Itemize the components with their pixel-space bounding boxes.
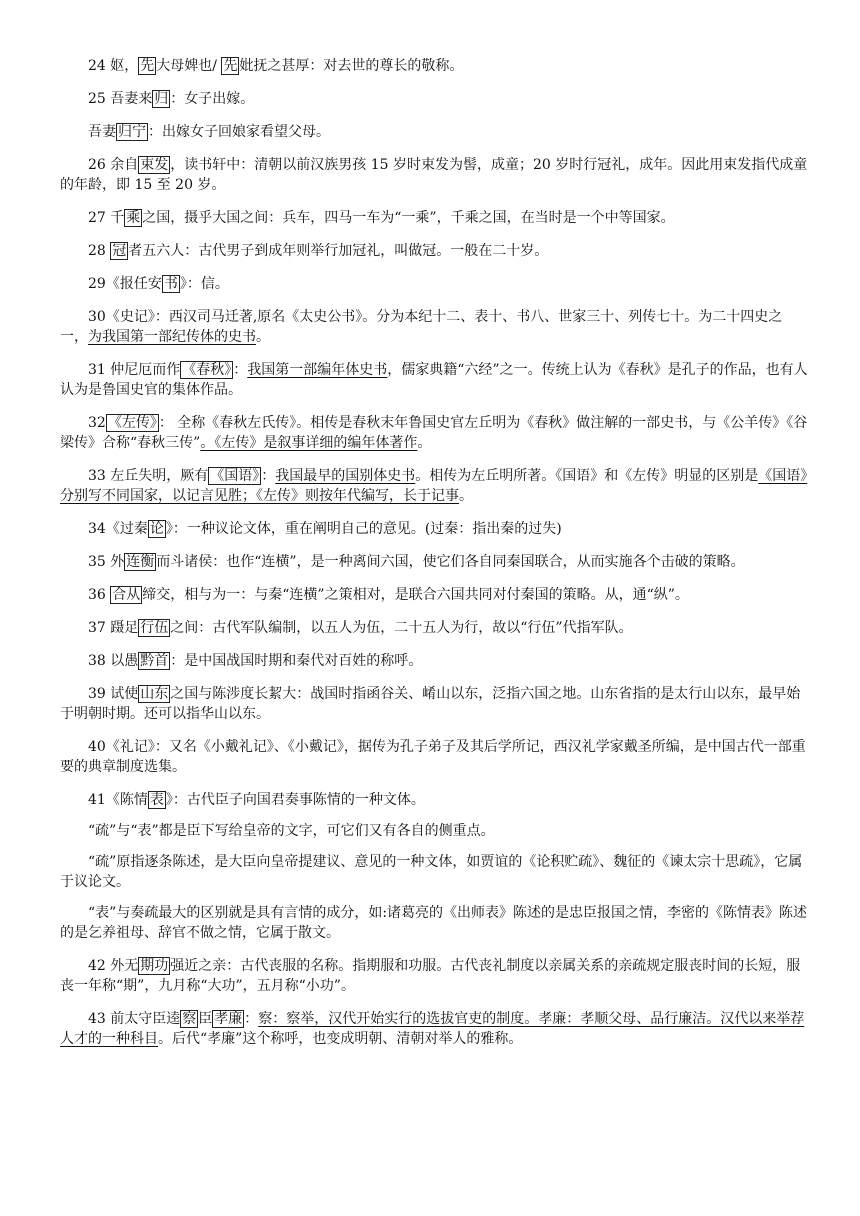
text-run: 之间：古代军队编制，以五人为伍，二十五人为行，故以“行伍”代指军队。 <box>170 620 633 636</box>
underlined-text: 我国最早的国别体史书 <box>275 468 416 484</box>
entry-25 <box>60 89 810 109</box>
text-run: 30《史记》：西汉司马迁著,原名《太史公书》。分为本纪十二、表十、书八、世家三十、列传七十。为二十四史之一， <box>60 309 783 345</box>
boxed-term: 孝廉 <box>214 1011 243 1027</box>
entry-42 <box>60 956 810 996</box>
boxed-term: 连衡 <box>126 554 155 570</box>
text-run: 41《陈情 <box>88 792 148 808</box>
text-run: 强近之亲：古代丧服的名称。指期服和功服。古代丧礼制度以亲属关系的亲疏规定服丧时间的长短，服丧一年称“期”，九月称“大功”，五月称“小功”。 <box>60 958 801 994</box>
text-run: 。 <box>256 329 270 345</box>
text-run: 25 吾妻来 <box>88 91 153 107</box>
boxed-term: 合从 <box>112 587 141 603</box>
text-run: 37 蹑足 <box>88 620 139 636</box>
boxed-term: 期功 <box>140 958 169 974</box>
text-run: 27 千 <box>88 210 125 226</box>
text-run: 31 仲尼厄而作 <box>88 362 181 378</box>
boxed-term: 书 <box>163 276 178 292</box>
boxed-term: 察 <box>182 1011 197 1027</box>
boxed-term: 黔首 <box>140 653 169 669</box>
text-run: 。 <box>459 488 473 504</box>
text-run: ：出嫁女子回娘家看望父母。 <box>148 124 330 140</box>
boxed-term: 山东 <box>140 686 169 702</box>
text-run: 缔交，相与为一：与秦“连横”之策相对，是联合六国共同对付秦国的策略。从，通“纵”。 <box>142 587 689 603</box>
boxed-term: 行伍 <box>140 620 169 636</box>
text-run: 臣 <box>198 1011 213 1027</box>
entry-24 <box>60 56 810 76</box>
boxed-term: 冠 <box>112 243 127 259</box>
entry-26 <box>60 155 810 195</box>
entry-41 <box>60 790 810 810</box>
text-run: ，儒家典籍“六经”之一。传统上认为《春秋》是孔子的作品，也有人认为是鲁国史官的集体作品。 <box>60 362 808 398</box>
entry-33 <box>60 466 810 506</box>
text-run: 33 左丘失明，厥有 <box>88 468 209 484</box>
entry-40 <box>60 737 810 777</box>
entry-41-note-2 <box>60 852 810 892</box>
text-run: 43 前太守臣逵 <box>88 1011 181 1027</box>
boxed-term: 先 <box>223 58 238 74</box>
text-run: “疏”原指逐条陈述，是大臣向皇帝提建议、意见的一种文体，如贾谊的《论积贮疏》、魏征的《谏太宗十思疏》，它属于议论文。 <box>60 854 803 890</box>
entry-27 <box>60 208 810 228</box>
text-run: 34《过秦 <box>88 521 148 537</box>
entry-32 <box>60 413 810 453</box>
entry-25-sub <box>60 122 810 142</box>
text-run: 》：古代臣子向国君奏事陈情的一种文体。 <box>165 792 425 808</box>
text-run: 39 试使 <box>88 686 139 702</box>
entry-29 <box>60 274 810 294</box>
entry-41-note-1 <box>60 821 810 841</box>
text-run: ： 全称《春秋左氏传》。相传是春秋末年鲁国史官左丘明为《春秋》做注解的一部史书，与《公羊传》《谷梁传》合称“春秋三传” <box>60 415 808 451</box>
text-run: ，读书轩中：清朝以前汉族男孩 15 岁时束发为髻，成童；20 岁时行冠礼，成年。因此用束发指代成童的年龄，即 15 至 20 岁。 <box>60 157 808 193</box>
document-page <box>60 56 810 1049</box>
underlined-text: 为我国第一部纪传体的史书 <box>88 329 256 345</box>
text-run: 》：一种议论文体，重在阐明自己的意见。(过秦：指出秦的过失) <box>165 521 562 537</box>
text-run: 42 外无 <box>88 958 139 974</box>
text-run: 36 <box>88 587 111 603</box>
text-run: 29《报任安 <box>88 276 162 292</box>
text-run: 26 余自 <box>88 157 139 173</box>
text-run: 28 <box>88 243 111 259</box>
boxed-term: 归 <box>154 91 169 107</box>
text-run: ：是中国战国时期和秦代对百姓的称呼。 <box>170 653 423 669</box>
text-run: 。后代“孝廉”这个称呼，也变成明朝、清朝对举人的雅称。 <box>158 1031 523 1047</box>
text-run: 》：信。 <box>179 276 229 292</box>
boxed-term: 《左传》 <box>107 415 157 431</box>
text-run: ： <box>261 468 276 484</box>
entry-34 <box>60 519 810 539</box>
entry-35 <box>60 552 810 572</box>
text-run: “疏”与“表”都是臣下写给皇帝的文字，可它们又有各自的侧重点。 <box>88 823 495 839</box>
text-run: 吾妻 <box>88 124 116 140</box>
underlined-text: 。《左传》是叙事详细的编年体著作 <box>200 435 418 451</box>
text-run: “表”与奏疏最大的区别就是具有言情的成分，如:诸葛亮的《出师表》陈述的是忠臣报国之情，李密的《陈情表》陈述的是乞养祖母、辞官不做之情，它属于散文。 <box>60 905 808 941</box>
boxed-term: 《国语》 <box>210 468 260 484</box>
boxed-term: 乘 <box>126 210 141 226</box>
text-run: 40《礼记》：又名《小戴礼记》、《小戴记》，据传为孔子弟子及其后学所记，西汉礼学家戴圣所编，是中国古代一部重要的典章制度选集。 <box>60 739 806 775</box>
text-run: 38 以愚 <box>88 653 139 669</box>
underlined-text: 察：察举，汉代开始实行的选拔官吏的制度。孝廉：孝顺父母、品行廉洁。汉代以来举荐人才的一种科目 <box>60 1011 805 1047</box>
boxed-term: 《春秋》 <box>182 362 232 378</box>
entry-39 <box>60 684 810 724</box>
text-run: 而斗诸侯：也作“连横”，是一种离间六国，使它们各自同秦国联合，从而实施各个击破的策略。 <box>156 554 745 570</box>
underlined-text: 我国第一部编年体史书 <box>247 362 388 378</box>
text-run: 35 外 <box>88 554 125 570</box>
text-run: 之国与陈涉度长絜大：战国时指函谷关、崤山以东，泛指六国之地。山东省指的是太行山以东，最早始于明朝时期。还可以指华山以东。 <box>60 686 801 722</box>
entry-28 <box>60 241 810 261</box>
entry-38 <box>60 651 810 671</box>
text-run: 妣抚之甚厚：对去世的尊长的敬称。 <box>239 58 464 74</box>
text-run: 之国，摄乎大国之间：兵车，四马一车为“一乘”，千乘之国，在当时是一个中等国家。 <box>142 210 675 226</box>
text-run: ：女子出嫁。 <box>170 91 255 107</box>
boxed-term: 表 <box>149 792 164 808</box>
text-run: ： <box>233 362 248 378</box>
boxed-term: 先 <box>140 58 155 74</box>
text-run: ： <box>244 1011 259 1027</box>
underlined-text: 《国语》分别写不同国家，以记言见胜；《左传》则按年代编写，长于记事 <box>60 468 808 504</box>
entry-43 <box>60 1009 810 1049</box>
text-run: 。 <box>417 435 432 451</box>
text-run: 。相传为左丘明所著。《国语》和《左传》明显的区别是 <box>415 468 759 484</box>
entry-31 <box>60 360 810 400</box>
boxed-term: 束发 <box>140 157 169 173</box>
boxed-term: 归宁 <box>118 124 146 140</box>
boxed-term: 论 <box>149 521 164 537</box>
entry-41-note-3 <box>60 903 810 943</box>
text-run: 24 妪， <box>88 58 139 74</box>
text-run: 32 <box>88 415 106 431</box>
entry-37 <box>60 618 810 638</box>
entry-36 <box>60 585 810 605</box>
entry-30 <box>60 307 810 347</box>
text-run: 大母婢也/ <box>156 58 222 74</box>
text-run: 者五六人：古代男子到成年则举行加冠礼，叫做冠。一般在二十岁。 <box>128 243 549 259</box>
